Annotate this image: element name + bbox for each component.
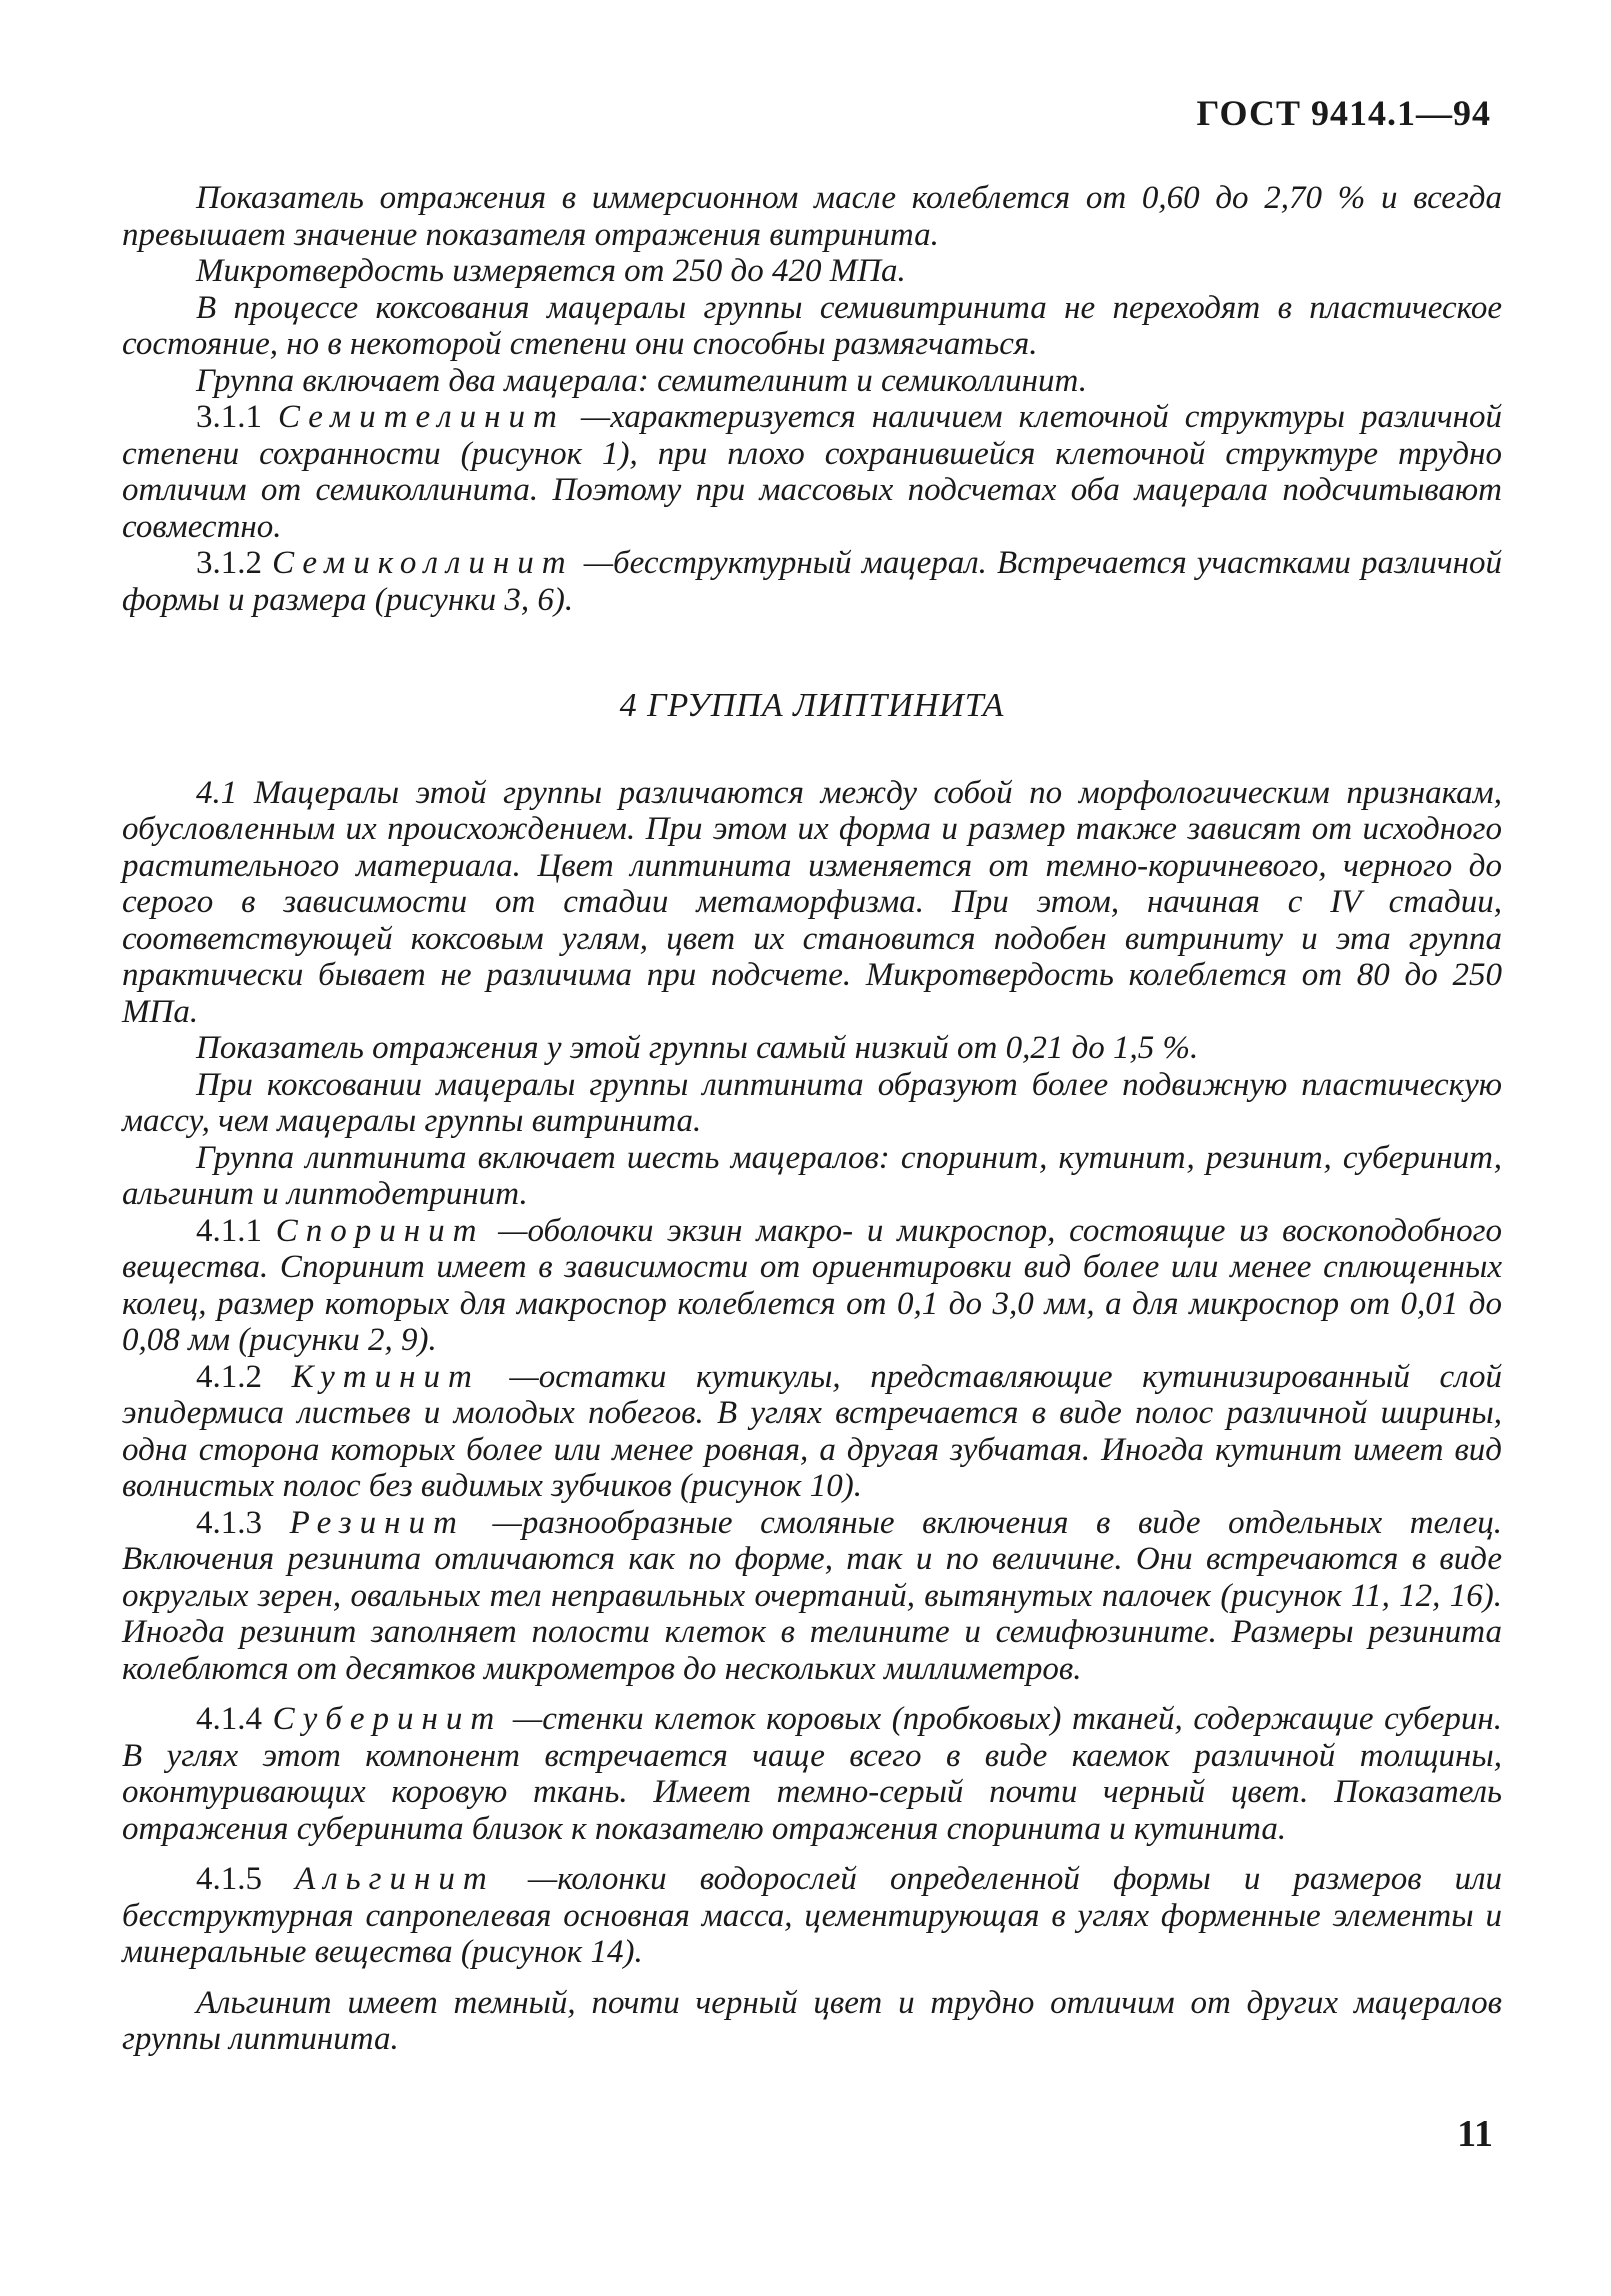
item-term: Семиколлинит (272, 545, 574, 581)
section-title: 4 ГРУППА ЛИПТИНИТА (619, 687, 1005, 724)
item-text: —бесструктурный мацерал. Встречается участками различной формы и размера (рисунки 3, 6). (122, 545, 1503, 618)
item-number: 4.1.5 (196, 1861, 262, 1897)
page-number: 11 (1457, 2113, 1493, 2155)
item-4-1-1 (122, 1213, 1502, 1359)
item-number: 3.1.1 (196, 399, 262, 435)
item-number: 4.1.3 (196, 1504, 262, 1541)
paragraph-group-includes: Группа включает два мацерала: семителинит и семиколлинит. (196, 362, 1088, 399)
item-term: Семителинит (278, 399, 565, 435)
item-number: 4.1.2 (196, 1358, 262, 1395)
item-term: Альгинит (295, 1861, 495, 1897)
item-term: Резинит (289, 1504, 465, 1541)
item-text: —стенки клеток коровых (пробковых) тканей, содержащие суберин. В углях этот компонент встречается чаще всего в виде каемок различной толщины, оконтуривающих коровую ткань. Имеет темно-серый почти черный цвет. Показатель отражения суберинита близок к показателю отражения споринита и кутинита. (122, 1701, 1503, 1847)
item-4-1-2 (122, 1359, 1502, 1505)
item-3-1-2 (122, 545, 1502, 618)
item-text: —оболочки экзин макро- и микроспор, состоящие из воскоподобного вещества. Споринит имеет в зависимости от ориентировки вид более или менее сплющенных колец, размер которых для макроспор колеблется от 0,1 до 3,0 мм, а для микроспор от 0,01 до 0,08 мм (рисунки 2, 9). (122, 1212, 1503, 1358)
item-4-1-5 (122, 1861, 1502, 1971)
item-text: —разнообразные смоляные включения в виде отдельных телец. Включения резинита отличаются как по форме, так и по величине. Они встречаются в виде округлых зерен, овальных тел неправильных очертаний, вытянутых палочек (рисунок 11, 12, 16). Иногда резинит заполняет полости клеток в телините и семифюзините. Размеры резинита колеблются от десятков микрометров до нескольких миллиметров. (122, 1504, 1503, 1687)
item-term: Споринит (275, 1212, 485, 1249)
paragraph-coking: В процессе коксования мацералы группы семивитринита не переходят в пластическое состояние, но в некоторой степени они способны размягчаться. (122, 289, 1502, 362)
paragraph-4-1: 4.1 Мацералы этой группы различаются между собой по морфологическим признакам, обусловленным их происхождением. При этом их форма и размер также зависят от исходного растительного материала. Цвет липтинита изменяется от темно-коричневого, черного до серого в зависимости от стадии метаморфизма. При этом, начиная с IV стадии, соответствующей коксовым углям, цвет их становится подобен витриниту и эта группа практически бывает не различима при подсчете. Микротвердость колеблется от 80 до 250 МПа. (122, 774, 1502, 1030)
item-term: Суберинит (272, 1701, 503, 1737)
item-number: 3.1.2 (196, 545, 262, 581)
item-4-1-3 (122, 1505, 1502, 1688)
page-body (122, 180, 1502, 2058)
item-3-1-1 (122, 399, 1502, 545)
item-4-1-4 (122, 1701, 1502, 1847)
item-number: 4.1.4 (196, 1701, 262, 1737)
paragraph-reflectance-liptinite: Показатель отражения у этой группы самый низкий от 0,21 до 1,5 %. (196, 1030, 1199, 1066)
item-text: —характеризуется наличием клеточной структуры различной степени сохранности (рисунок 1), при плохо сохранившейся клеточной структуре трудно отличим от семиколлинита. Поэтому при массовых подсчетах оба мацерала подсчитывают совместно. (122, 399, 1503, 545)
paragraph-reflectance: Показатель отражения в иммерсионном масле колеблется от 0,60 до 2,70 % и всегда превышает значение показателя отражения витринита. (122, 180, 1502, 253)
item-term: Кутинит (291, 1358, 480, 1395)
paragraph-alginite-color: Альгинит имеет темный, почти черный цвет и трудно отличим от других мацералов группы липтинита. (122, 1984, 1502, 2057)
item-text: —остатки кутикулы, представляющие кутинизированный слой эпидермиса листьев и молодых побегов. В углях встречается в виде полос различной ширины, одна сторона которых более или менее ровная, а другая зубчатая. Иногда кутинит имеет вид волнистых полос без видимых зубчиков (рисунок 10). (122, 1358, 1502, 1504)
paragraph-coking-liptinite: При коксовании мацералы группы липтинита образуют более подвижную пластическую массу, чем мацералы группы витринита. (122, 1066, 1502, 1139)
item-number: 4.1.1 (196, 1212, 262, 1249)
item-text: —колонки водорослей определенной формы и размеров или бесструктурная сапропелевая основная масса, цементирующая в углях форменные элементы и минеральные вещества (рисунок 14). (122, 1861, 1503, 1970)
document-code: ГОСТ 9414.1—94 (1196, 93, 1491, 133)
paragraph-microhardness: Микротвердость измеряется от 250 до 420 МПа. (196, 253, 906, 289)
paragraph-liptinite-includes: Группа липтинита включает шесть мацералов: споринит, кутинит, резинит, суберинит, альгинит и липтодетринит. (122, 1139, 1502, 1212)
